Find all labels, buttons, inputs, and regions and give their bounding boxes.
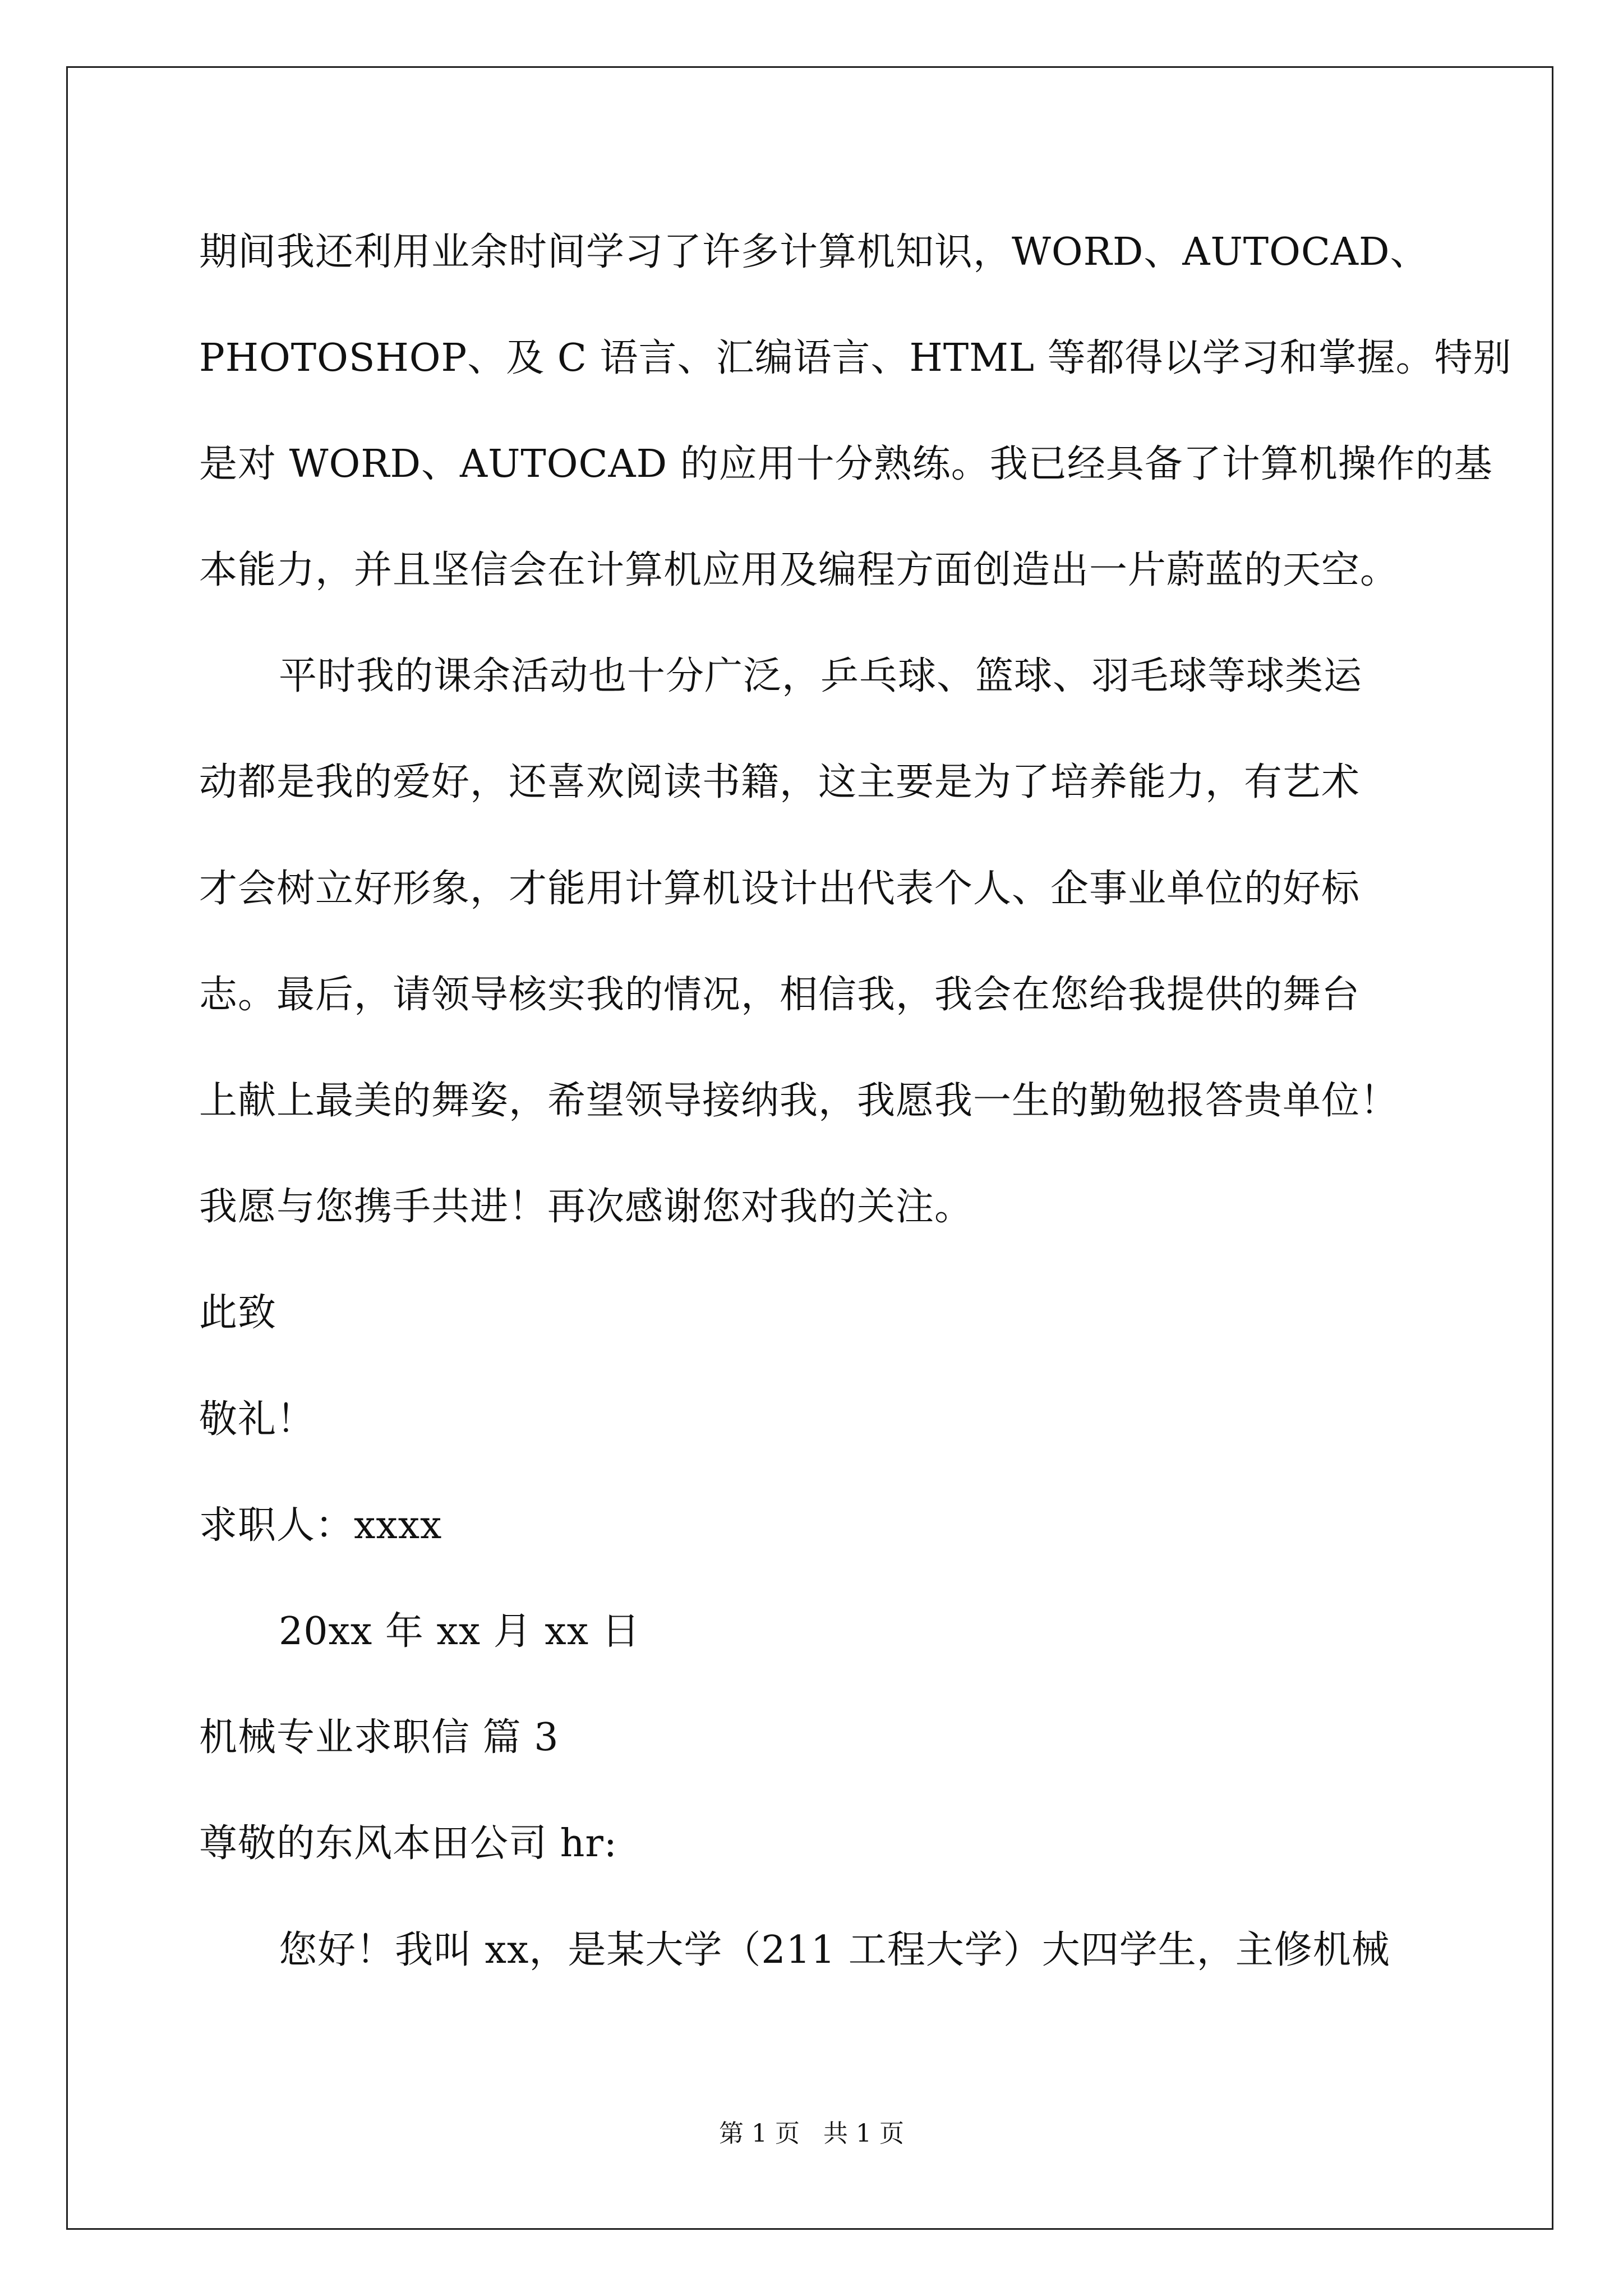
closing-salutation: 此致: [199, 1291, 277, 1335]
greeting-line: 尊敬的东风本田公司 hr:: [199, 1821, 617, 1866]
paragraph-line-6: 动都是我的爱好，还喜欢阅读书籍，这主要是为了培养能力，有艺术: [199, 760, 1361, 804]
paragraph-line-7: 才会树立好形象，才能用计算机设计出代表个人、企事业单位的好标: [199, 867, 1361, 911]
paragraph-line-3: 是对 WORD、AUTOCAD 的应用十分熟练。我已经具备了计算机操作的基: [199, 442, 1493, 486]
paragraph-line-4: 本能力，并且坚信会在计算机应用及编程方面创造出一片蔚蓝的天空。: [199, 548, 1399, 592]
paragraph-line-17: 您好！我叫 xx，是某大学（211 工程大学）大四学生，主修机械: [279, 1928, 1390, 1972]
paragraph-line-5: 平时我的课余活动也十分广泛，乒乓球、篮球、羽毛球等球类运: [279, 654, 1363, 698]
page-footer: 第 1 页 共 1 页: [719, 2119, 904, 2148]
paragraph-line-9: 上献上最美的舞姿，希望领导接纳我，我愿我一生的勤勉报答贵单位！: [199, 1079, 1399, 1123]
closing-regards: 敬礼！: [199, 1397, 316, 1442]
applicant-signature: 求职人：xxxx: [199, 1503, 442, 1548]
page-border: [66, 66, 1553, 2230]
paragraph-line-8: 志。最后，请领导核实我的情况，相信我，我会在您给我提供的舞台: [199, 973, 1361, 1017]
section-heading: 机械专业求职信 篇 3: [199, 1715, 559, 1760]
paragraph-line-2: PHOTOSHOP、及 C 语言、汇编语言、HTML 等都得以学习和掌握。特别: [199, 336, 1512, 380]
paragraph-line-10: 我愿与您携手共进！再次感谢您对我的关注。: [199, 1185, 974, 1229]
paragraph-line-1: 期间我还利用业余时间学习了许多计算机知识，WORD、AUTOCAD、: [199, 230, 1429, 274]
letter-date: 20xx 年 xx 月 xx 日: [279, 1609, 640, 1654]
